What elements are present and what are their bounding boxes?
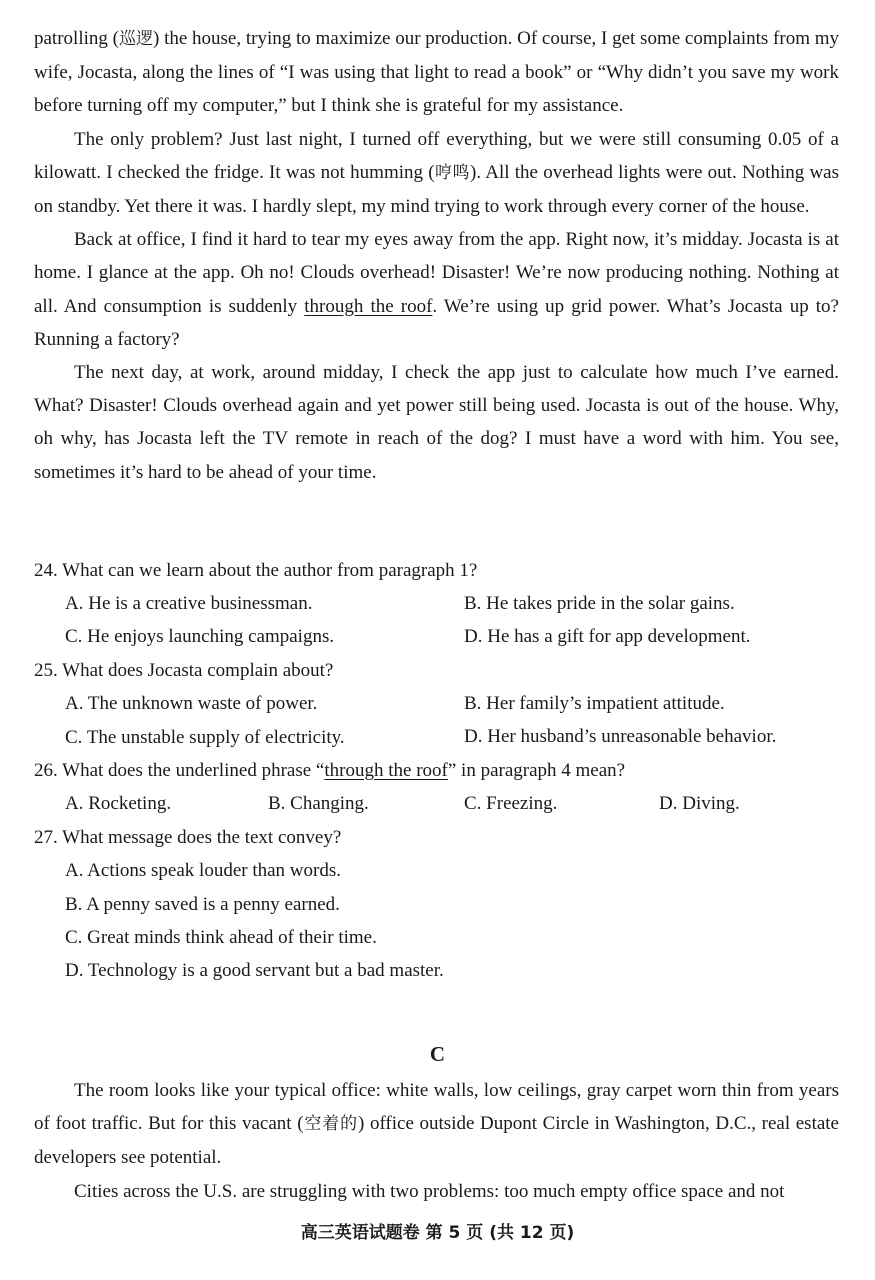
passage-c-paragraph-2: Cities across the U.S. are struggling with two problems: too much empty office space and not — [74, 1180, 785, 1202]
q24-option-d: D. He has a gift for app development. — [464, 626, 751, 647]
q25-option-b: B. Her family’s impatient attitude. — [464, 693, 725, 714]
page-footer: 高三英语试题卷 第 5 页 (共 12 页) — [300, 1223, 575, 1243]
q25-option-d: D. Her husband’s unreasonable behavior. — [464, 726, 777, 747]
underlined-phrase-q26: through the roof — [324, 760, 448, 781]
section-c-title: C — [429, 1042, 446, 1066]
q24-option-c: C. He enjoys launching campaigns. — [65, 626, 335, 647]
q26-option-c: C. Freezing. — [464, 793, 558, 814]
q24-option-a: A. He is a creative businessman. — [65, 593, 313, 614]
question-26: 26. What does the underlined phrase “through the roof” in paragraph 4 mean? — [34, 760, 626, 781]
q25-option-a: A. The unknown waste of power. — [65, 693, 318, 714]
q27-option-c: C. Great minds think ahead of their time. — [65, 927, 377, 948]
q26-option-b: B. Changing. — [268, 793, 369, 814]
q26-option-d: D. Diving. — [659, 793, 740, 814]
q24-option-b: B. He takes pride in the solar gains. — [464, 593, 735, 614]
q27-option-d: D. Technology is a good servant but a bad master. — [65, 960, 444, 981]
paragraph-1-end: patrolling (巡逻) the house, trying to maximize our production. Of course, I get some complaints from my wife, Jocasta, along the lines of “I was using that light to read a book” or “Why didn’t you save my work before turning off my computer,” but I think she is grateful for my assistance. — [34, 28, 840, 117]
paragraph-2: The only problem? Just last night, I turned off everything, but we were still consuming 0.05 of a kilowatt. I checked the fridge. It was not humming (哼鸣). All the overhead lights were out. Nothing was on standby. Yet there it was. I hardly slept, my mind trying to work through every corner of the house. — [34, 128, 839, 218]
q25-option-c: C. The unstable supply of electricity. — [65, 727, 345, 748]
question-27: 27. What message does the text convey? — [34, 827, 342, 848]
underlined-phrase: through the roof — [304, 295, 433, 317]
q26-option-a: A. Rocketing. — [65, 793, 172, 814]
question-24: 24. What can we learn about the author from paragraph 1? — [34, 560, 478, 581]
passage-c — [34, 1074, 839, 1208]
q27-option-a: A. Actions speak louder than words. — [65, 860, 341, 881]
passage-c-paragraph-1: The room looks like your typical office: white walls, low ceilings, gray carpet worn thin from years of foot traffic. But for this vacant (空着的) office outside Dupont Circle in Washington, D.C., real estate developers see potential. — [34, 1080, 839, 1169]
question-25: 25. What does Jocasta complain about? — [34, 660, 334, 681]
q27-option-b: B. A penny saved is a penny earned. — [65, 894, 340, 915]
paragraph-4: The next day, at work, around midday, I check the app just to calculate how much I’ve earned. What? Disaster! Clouds overhead again and yet power still being used. Jocasta is out of the house. Why, oh why, has Jocasta left the TV remote in reach of the dog? I must have a word with him. You see, sometimes it’s hard to be ahead of your time. — [34, 362, 839, 483]
paragraph-3: Back at office, I find it hard to tear my eyes away from the app. Right now, it’s midday. Jocasta is at home. I glance at the app. Oh no! Clouds overhead! Disaster! We’re now producing nothing. Nothing at all. And consumption is suddenly through the roof. We’re using up grid power. What’s Jocasta up to? Running a factory? — [34, 229, 839, 350]
passage-b — [34, 22, 839, 489]
